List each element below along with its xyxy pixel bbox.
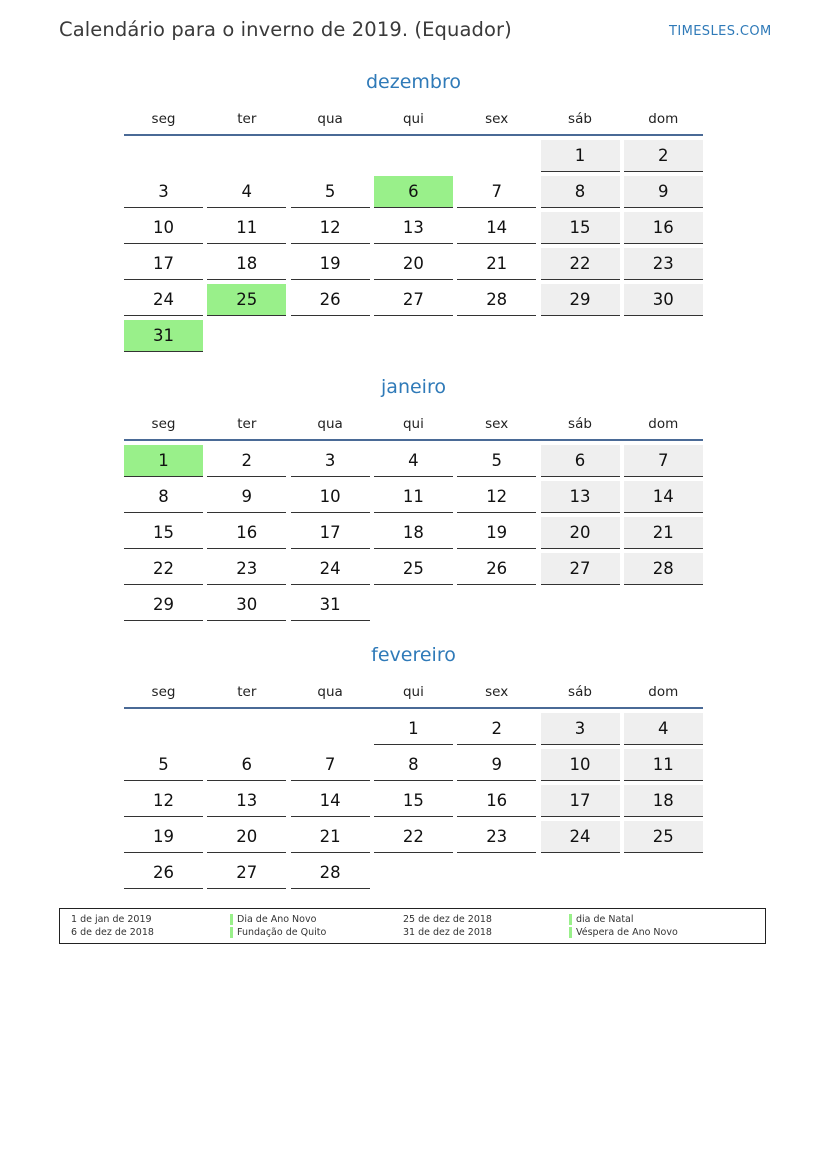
day-cell: 9 (624, 176, 703, 208)
holiday-color-marker (569, 927, 572, 938)
day-cell: 18 (624, 785, 703, 817)
day-cell: 6 (541, 445, 620, 477)
day-cell: 24 (291, 553, 370, 585)
day-cell: 10 (291, 481, 370, 513)
weekday-label: ter (237, 684, 257, 700)
day-cell: 29 (124, 589, 203, 621)
day-cell: 23 (457, 821, 536, 853)
holiday-day-cell: 1 (124, 445, 203, 477)
header-divider (124, 707, 703, 709)
day-cell: 8 (541, 176, 620, 208)
day-cell: 6 (207, 749, 286, 781)
holiday-color-marker (569, 914, 572, 925)
day-cell: 3 (541, 713, 620, 745)
day-cell: 14 (291, 785, 370, 817)
day-cell: 13 (541, 481, 620, 513)
day-cell: 21 (291, 821, 370, 853)
holiday-color-marker (230, 914, 233, 925)
day-cell: 3 (124, 176, 203, 208)
weekday-header-row (124, 111, 703, 131)
day-cell: 17 (124, 248, 203, 280)
day-cell: 10 (541, 749, 620, 781)
weekday-label: sex (485, 684, 509, 700)
day-cell: 23 (207, 553, 286, 585)
weekday-header-row (124, 416, 703, 436)
day-cell: 7 (624, 445, 703, 477)
day-cell: 9 (207, 481, 286, 513)
day-cell: 22 (541, 248, 620, 280)
weekday-label: qui (402, 111, 424, 127)
day-cell: 14 (624, 481, 703, 513)
day-cell: 19 (124, 821, 203, 853)
month-name: janeiro (381, 376, 446, 398)
day-cell: 24 (541, 821, 620, 853)
day-cell: 27 (541, 553, 620, 585)
weekday-label: qui (402, 684, 424, 700)
header-divider (124, 439, 703, 441)
legend-date: 6 de dez de 2018 (71, 927, 154, 938)
day-cell: 2 (624, 140, 703, 172)
day-cell: 2 (457, 713, 536, 745)
day-cell: 11 (374, 481, 453, 513)
day-cell: 12 (124, 785, 203, 817)
day-cell: 8 (374, 749, 453, 781)
day-cell: 14 (457, 212, 536, 244)
day-cell: 13 (374, 212, 453, 244)
day-cell: 5 (124, 749, 203, 781)
day-cell: 17 (541, 785, 620, 817)
holiday-color-marker (230, 927, 233, 938)
page-title: Calendário para o inverno de 2019. (Equador) (59, 18, 512, 41)
day-cell: 5 (291, 176, 370, 208)
day-cell: 28 (457, 284, 536, 316)
weekday-label: sex (485, 111, 509, 127)
day-cell: 11 (207, 212, 286, 244)
legend-row (60, 926, 765, 940)
weekday-label: sáb (568, 684, 592, 700)
weekday-label: qua (317, 416, 343, 432)
weekday-label: seg (151, 111, 176, 127)
weekday-header-row (124, 684, 703, 704)
brand-link[interactable]: TIMESLES.COM (669, 24, 772, 39)
day-cell: 12 (291, 212, 370, 244)
day-cell: 4 (207, 176, 286, 208)
day-cell: 26 (457, 553, 536, 585)
weekday-label: sáb (568, 111, 592, 127)
weekday-label: qua (317, 684, 343, 700)
legend-date: 31 de dez de 2018 (403, 927, 492, 938)
day-cell: 20 (207, 821, 286, 853)
day-cell: 20 (541, 517, 620, 549)
day-cell: 15 (374, 785, 453, 817)
day-cell: 7 (291, 749, 370, 781)
day-cell: 27 (374, 284, 453, 316)
legend-holiday-name: Dia de Ano Novo (237, 914, 317, 925)
weekday-label: dom (648, 684, 679, 700)
holiday-day-cell: 6 (374, 176, 453, 208)
day-cell: 19 (291, 248, 370, 280)
day-cell: 26 (291, 284, 370, 316)
day-cell: 2 (207, 445, 286, 477)
header-divider (124, 134, 703, 136)
day-cell: 18 (207, 248, 286, 280)
day-cell: 8 (124, 481, 203, 513)
weekday-label: sáb (568, 416, 592, 432)
weekday-label: ter (237, 111, 257, 127)
day-cell: 21 (457, 248, 536, 280)
day-cell: 20 (374, 248, 453, 280)
day-cell: 21 (624, 517, 703, 549)
month-name: fevereiro (371, 644, 456, 666)
day-cell: 18 (374, 517, 453, 549)
holiday-day-cell: 25 (207, 284, 286, 316)
day-cell: 12 (457, 481, 536, 513)
day-cell: 4 (374, 445, 453, 477)
day-cell: 24 (124, 284, 203, 316)
day-cell: 29 (541, 284, 620, 316)
weekday-label: dom (648, 111, 679, 127)
day-cell: 4 (624, 713, 703, 745)
day-cell: 22 (124, 553, 203, 585)
month-name: dezembro (366, 71, 461, 93)
day-cell: 11 (624, 749, 703, 781)
day-cell: 28 (624, 553, 703, 585)
legend-date: 25 de dez de 2018 (403, 914, 492, 925)
legend-row (60, 913, 765, 927)
day-cell: 16 (457, 785, 536, 817)
day-cell: 25 (374, 553, 453, 585)
weekday-label: sex (485, 416, 509, 432)
holiday-day-cell: 31 (124, 320, 203, 352)
weekday-label: qui (402, 416, 424, 432)
legend-holiday-name: Véspera de Ano Novo (576, 927, 678, 938)
day-cell: 16 (207, 517, 286, 549)
day-cell: 15 (541, 212, 620, 244)
day-cell: 26 (124, 857, 203, 889)
day-cell: 30 (207, 589, 286, 621)
legend-holiday-name: dia de Natal (576, 914, 634, 925)
day-cell: 16 (624, 212, 703, 244)
weekday-label: dom (648, 416, 679, 432)
holiday-legend (59, 908, 766, 944)
day-cell: 31 (291, 589, 370, 621)
day-cell: 5 (457, 445, 536, 477)
legend-holiday-name: Fundação de Quito (237, 927, 327, 938)
day-cell: 23 (624, 248, 703, 280)
day-cell: 7 (457, 176, 536, 208)
day-cell: 3 (291, 445, 370, 477)
day-cell: 25 (624, 821, 703, 853)
day-cell: 19 (457, 517, 536, 549)
day-cell: 9 (457, 749, 536, 781)
weekday-label: seg (151, 416, 176, 432)
day-cell: 27 (207, 857, 286, 889)
day-cell: 17 (291, 517, 370, 549)
day-cell: 30 (624, 284, 703, 316)
day-cell: 10 (124, 212, 203, 244)
day-cell: 1 (541, 140, 620, 172)
day-cell: 1 (374, 713, 453, 745)
legend-date: 1 de jan de 2019 (71, 914, 152, 925)
weekday-label: ter (237, 416, 257, 432)
weekday-label: qua (317, 111, 343, 127)
weekday-label: seg (151, 684, 176, 700)
day-cell: 13 (207, 785, 286, 817)
day-cell: 15 (124, 517, 203, 549)
day-cell: 28 (291, 857, 370, 889)
day-cell: 22 (374, 821, 453, 853)
